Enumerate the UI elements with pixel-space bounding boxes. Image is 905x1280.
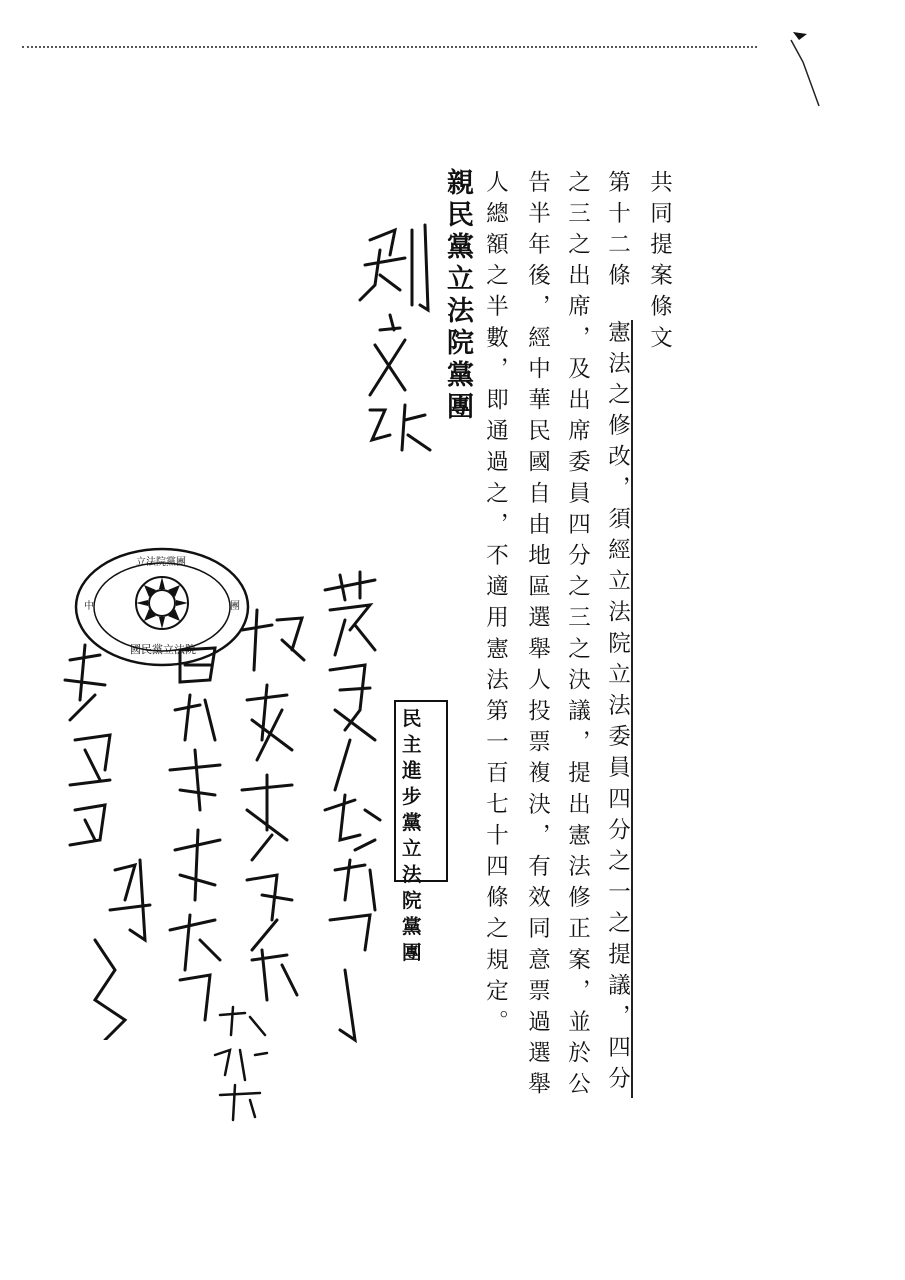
dpp-caucus-label: 民主進步黨立法院黨團 [398,708,422,968]
signature-chu-feng-chih [55,640,165,1040]
signature-tseng-yung-chuan [160,640,235,1040]
article-label: 第十二條 [604,170,631,295]
article-first-line: 憲法之修改，須經立法院立法委員四分之一之提議，四分 [604,320,631,1098]
article-line-2: 之三之出席，及出席委員四分之三之決議，提出憲法修正案，並於公 [564,170,591,1103]
qmp-caucus-label: 親民黨立法院黨團 [442,168,473,424]
svg-text:中: 中 [84,601,94,612]
scan-border-line [22,46,757,48]
article-line-3: 告半年後，經中華民國自由地區選舉人投票複決，有效同意票過選舉 [524,170,551,1103]
signature-tsai-huang-lang [315,570,390,1050]
document-title: 共同提案條文 [646,170,673,357]
signature-ke-chien-ming [232,600,312,1020]
article-line-4: 人總額之半數，即通過之，不適用憲法第一百七十四條之規定。 [482,170,509,1041]
signature-small-initials [205,1005,280,1125]
article-first-column [606,170,633,1098]
signature-liu-wen-hsiung [350,210,440,460]
fold-mark-icon [785,28,825,108]
svg-text:立法院黨團: 立法院黨團 [136,557,186,568]
svg-text:國民黨立法院: 國民黨立法院 [130,643,196,656]
svg-text:團: 團 [230,601,240,612]
